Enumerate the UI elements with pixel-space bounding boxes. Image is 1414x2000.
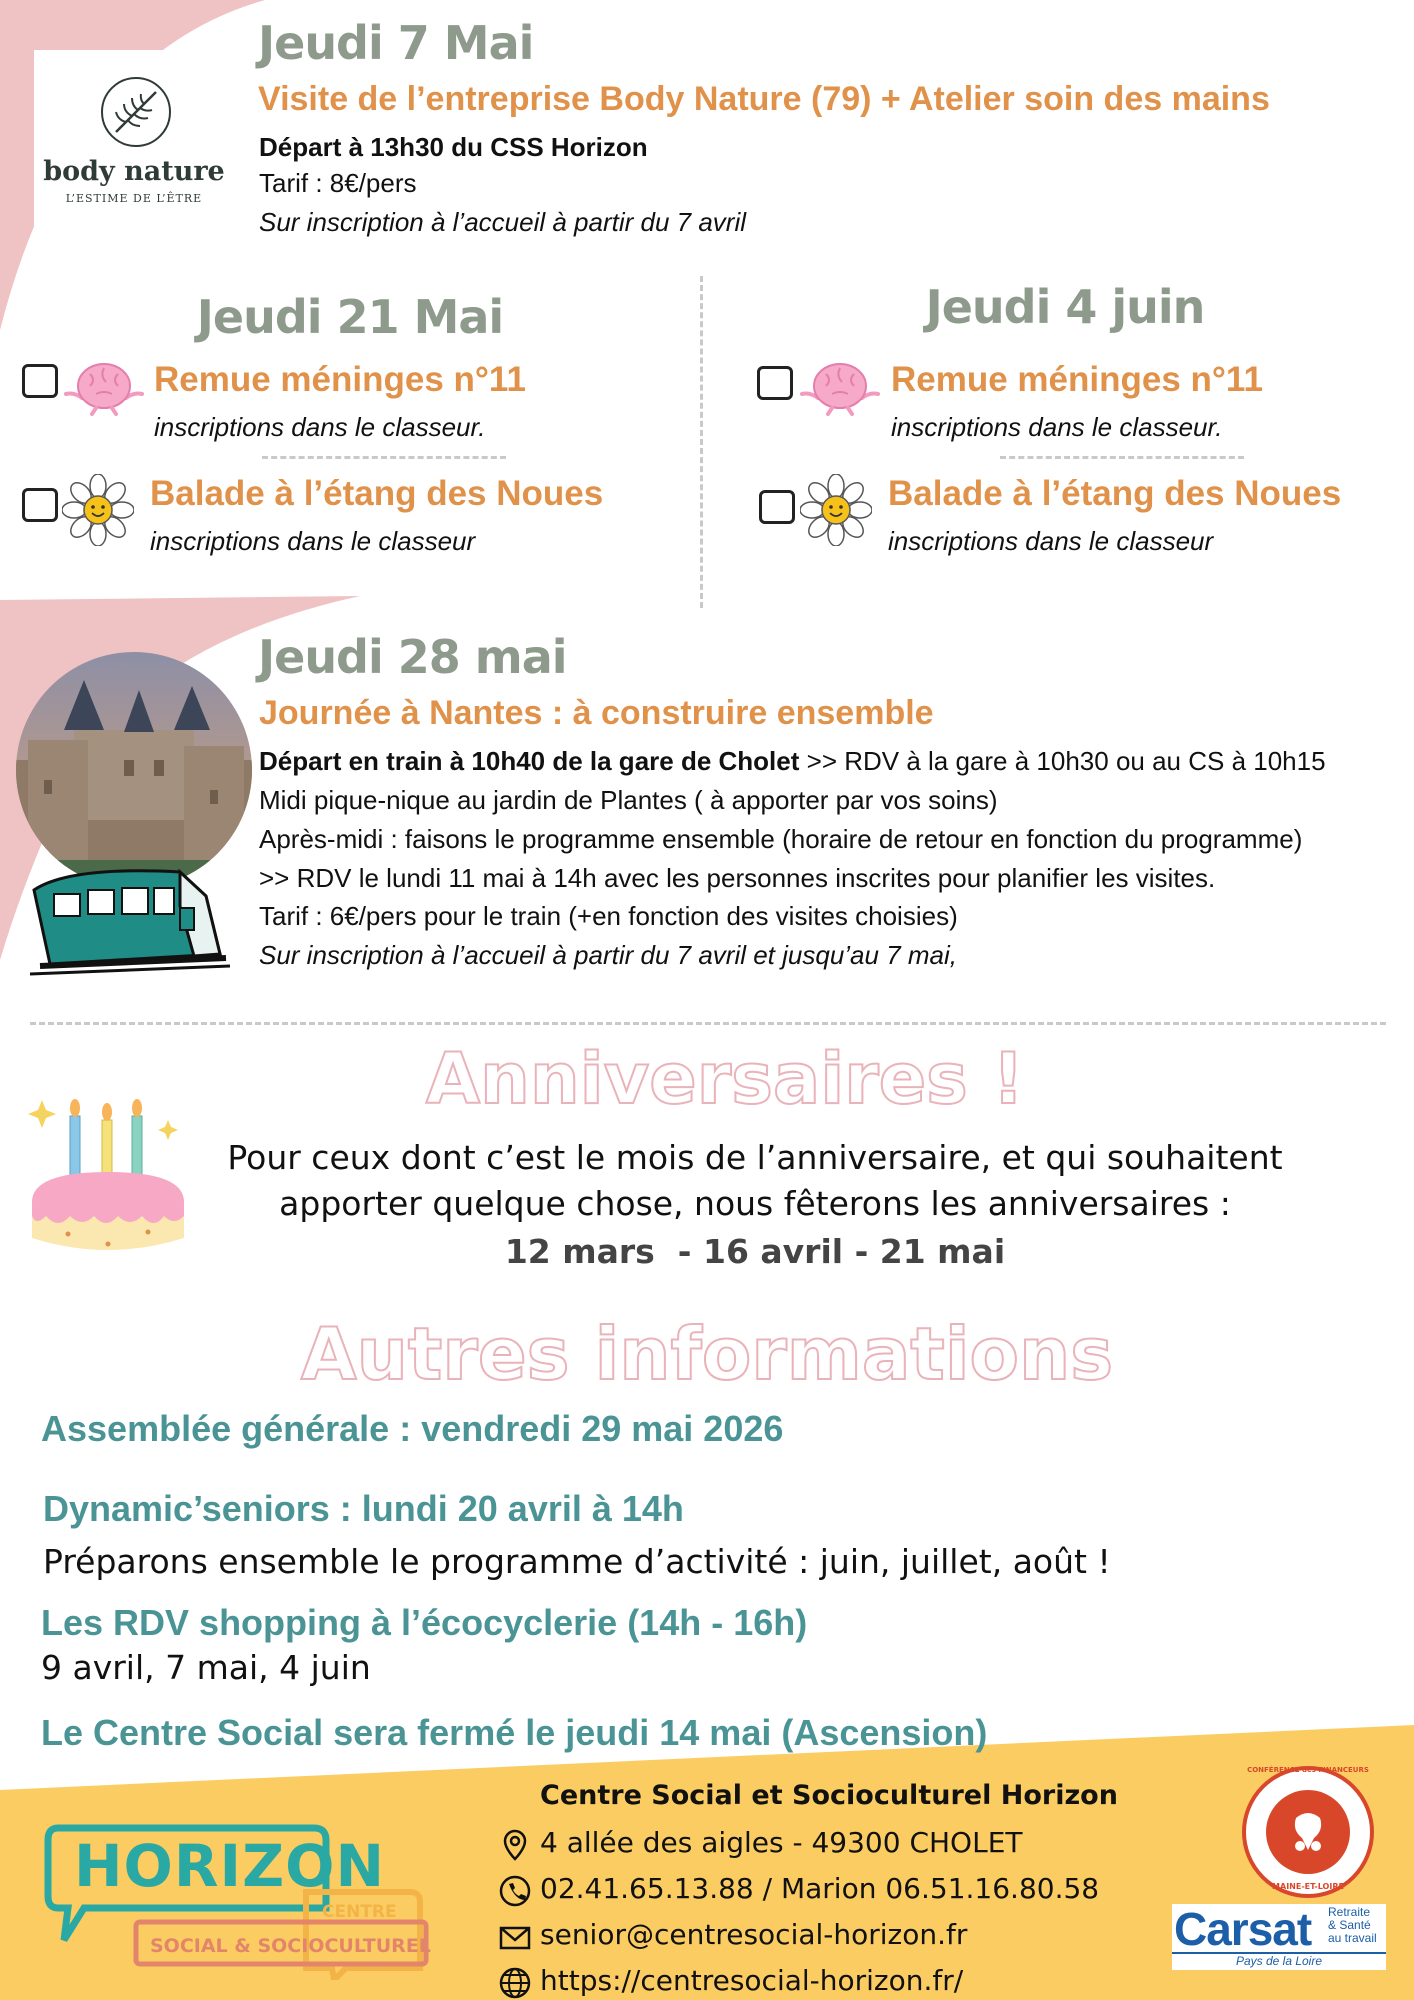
globe-icon <box>498 1966 532 2000</box>
event1-price: Tarif : 8€/pers <box>259 168 417 198</box>
event3-balade-title: Balade à l’étang des Noues <box>888 474 1342 513</box>
footer-website[interactable] <box>540 1964 963 1997</box>
event1-title: Visite de l’entreprise Body Nature (79) + Atelier soin des mains <box>258 80 1270 118</box>
footer-phone-text: 02.41.65.13.88 / Marion 06.51.16.80.58 <box>540 1872 1100 1905</box>
conference-financeurs-logo <box>1240 1764 1376 1900</box>
column-divider <box>700 276 703 608</box>
info-shopping-title: Les RDV shopping à l’écocyclerie (14h - 16h) <box>41 1602 808 1643</box>
info-assembly: Assemblée générale : vendredi 29 mai 2026 <box>41 1408 784 1449</box>
event3-balade-note: inscriptions dans le classeur <box>888 526 1214 556</box>
birthdays-dates: 12 mars - 16 avril - 21 mai <box>504 1232 1006 1271</box>
daisy-icon <box>62 474 134 546</box>
event4-departure-bold: Départ en train à 10h40 de la gare de Cholet <box>259 746 800 776</box>
event3-remue-title: Remue méninges n°11 <box>891 360 1263 399</box>
event3-balade-checkbox[interactable] <box>759 490 795 524</box>
horizon-logo-centre: CENTRE <box>322 1902 397 1922</box>
body-nature-logo <box>34 50 234 226</box>
event3-remue-checkbox[interactable] <box>757 366 793 400</box>
body-nature-brand: body nature <box>43 156 225 187</box>
footer-website-text: https://centresocial-horizon.fr/ <box>540 1964 964 1997</box>
event4-departure <box>259 746 1326 777</box>
horizon-logo-word: HORIZON <box>74 1832 385 1900</box>
train-icon <box>30 846 230 976</box>
horizon-logo-tag: SOCIAL & SOCIOCULTUREL <box>150 1935 431 1957</box>
footer-phone[interactable] <box>540 1872 1099 1905</box>
footer-address-text: 4 allée des aigles - 49300 CHOLET <box>540 1826 1023 1859</box>
carsat-side-line: au travail <box>1328 1931 1377 1945</box>
footer-contact <box>540 1826 1140 1996</box>
event4-detail-line: Après-midi : faisons le programme ensemble (horaire de retour en fonction du programme) <box>259 824 1303 854</box>
event4-title: Journée à Nantes : à construire ensemble <box>259 694 934 732</box>
event4-detail-line: Tarif : 6€/pers pour le train (+en fonction des visites choisies) <box>259 901 958 931</box>
carsat-side-line: Retraite <box>1328 1905 1371 1919</box>
footer-address <box>540 1826 1023 1859</box>
event2-remue-title: Remue méninges n°11 <box>154 360 526 399</box>
carsat-side-line: & Santé <box>1328 1918 1371 1932</box>
envelope-icon <box>498 1920 532 1954</box>
info-dynamic-title: Dynamic’seniors : lundi 20 avril à 14h <box>43 1488 684 1529</box>
carsat-logo-side <box>1328 1906 1377 1945</box>
event1-date: Jeudi 7 Mai <box>258 16 534 70</box>
fern-leaf-icon <box>98 74 174 150</box>
info-dynamic-text: Préparons ensemble le programme d’activité : juin, juillet, août ! <box>43 1542 1111 1581</box>
section-separator <box>30 1022 1386 1025</box>
event4-details <box>259 785 1409 945</box>
event4-registration: Sur inscription à l’accueil à partir du 7 avril et jusqu’au 7 mai, <box>259 940 958 970</box>
info-shopping-dates: 9 avril, 7 mai, 4 juin <box>41 1648 371 1687</box>
conference-logo-top: CONFÉRENCE des FINANCEURS <box>1247 1766 1369 1774</box>
event2-separator <box>262 456 506 459</box>
event3-separator <box>1000 456 1244 459</box>
event2-balade-checkbox[interactable] <box>22 488 58 522</box>
body-nature-tagline: L’ESTIME DE L’ÊTRE <box>65 192 203 205</box>
event2-balade-note: inscriptions dans le classeur <box>150 526 476 556</box>
brain-icon <box>798 360 882 416</box>
phone-icon <box>498 1874 532 1908</box>
daisy-icon <box>800 474 872 546</box>
location-pin-icon <box>498 1828 532 1862</box>
info-heading: Autres informations <box>300 1312 1114 1396</box>
conference-logo-bottom: MAINE-ET-LOIRE <box>1272 1882 1344 1891</box>
carsat-logo-region: Pays de la Loire <box>1172 1952 1386 1968</box>
event2-remue-note: inscriptions dans le classeur. <box>154 412 486 442</box>
birthdays-text-line2: apporter quelque chose, nous fêterons les anniversaires : <box>279 1184 1231 1223</box>
event3-remue-note: inscriptions dans le classeur. <box>891 412 1223 442</box>
footer-email-text: senior@centresocial-horizon.fr <box>540 1918 968 1951</box>
event2-date: Jeudi 21 Mai <box>196 290 504 344</box>
birthdays-text-line1: Pour ceux dont c’est le mois de l’anniversaire, et qui souhaitent <box>227 1138 1283 1177</box>
event4-detail-line: >> RDV le lundi 11 mai à 14h avec les personnes inscrites pour planifier les visites. <box>259 863 1216 893</box>
info-closed: Le Centre Social sera fermé le jeudi 14 mai (Ascension) <box>41 1712 988 1753</box>
event4-date: Jeudi 28 mai <box>258 630 567 684</box>
brain-icon <box>62 360 146 416</box>
footer-org-name: Centre Social et Socioculturel Horizon <box>540 1780 1118 1811</box>
carsat-logo <box>1172 1904 1386 1970</box>
event3-date: Jeudi 4 juin <box>925 280 1205 334</box>
event4-detail-line: Midi pique-nique au jardin de Plantes ( à apporter par vos soins) <box>259 785 998 815</box>
carsat-logo-word: Carsat <box>1174 1903 1312 1955</box>
event2-remue-checkbox[interactable] <box>22 364 58 398</box>
birthdays-heading: Anniversaires ! <box>425 1038 1025 1120</box>
event4-departure-rest: >> RDV à la gare à 10h30 ou au CS à 10h15 <box>799 746 1326 776</box>
footer-email[interactable] <box>540 1918 967 1951</box>
event2-balade-title: Balade à l’étang des Noues <box>150 474 604 513</box>
event1-departure: Départ à 13h30 du CSS Horizon <box>259 132 648 162</box>
event1-registration: Sur inscription à l’accueil à partir du 7 avril <box>259 207 746 237</box>
